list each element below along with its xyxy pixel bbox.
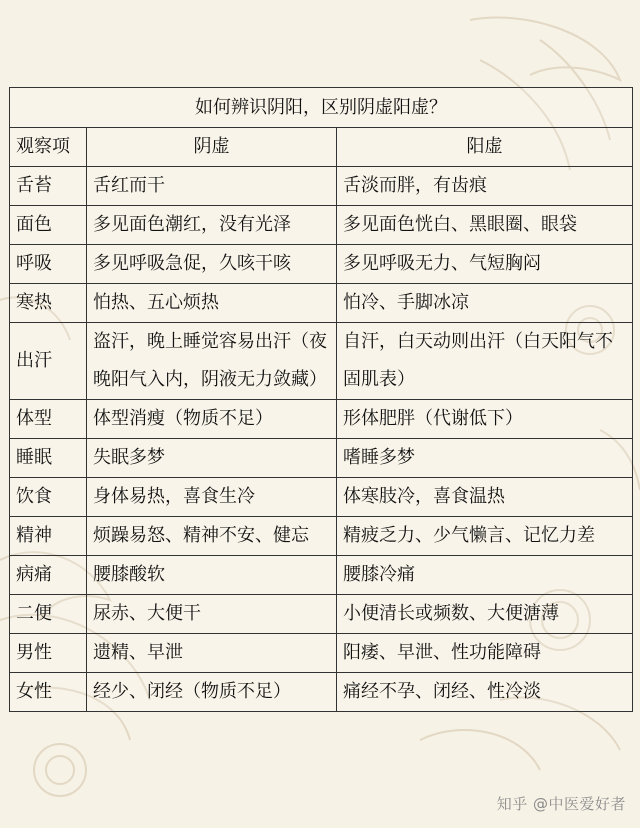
row-item: 精神 (10, 517, 87, 556)
row-yang: 痛经不孕、闭经、性冷淡 (337, 673, 633, 712)
row-yang: 嗜睡多梦 (337, 439, 633, 478)
row-item: 女性 (10, 673, 87, 712)
row-item: 饮食 (10, 478, 87, 517)
row-item: 出汗 (10, 323, 87, 400)
row-yang: 怕冷、手脚冰凉 (337, 284, 633, 323)
table-row (10, 284, 633, 323)
row-yin: 身体易热，喜食生冷 (87, 478, 337, 517)
row-yang: 腰膝冷痛 (337, 556, 633, 595)
row-item: 睡眠 (10, 439, 87, 478)
row-item: 舌苔 (10, 167, 87, 206)
row-yin: 经少、闭经（物质不足） (87, 673, 337, 712)
row-yin: 体型消瘦（物质不足） (87, 400, 337, 439)
table-header-row (10, 128, 633, 167)
table-row (10, 439, 633, 478)
table-row (10, 245, 633, 284)
header-yin-deficiency: 阴虚 (87, 128, 337, 167)
row-yang: 自汗，白天动则出汗（白天阳气不固肌表） (337, 323, 633, 400)
table-title: 如何辨识阴阳，区别阴虚阳虚？ (10, 88, 633, 128)
table-row (10, 167, 633, 206)
row-yang: 多见呼吸无力、气短胸闷 (337, 245, 633, 284)
row-item: 二便 (10, 595, 87, 634)
row-yin: 舌红而干 (87, 167, 337, 206)
row-yin: 失眠多梦 (87, 439, 337, 478)
row-yang: 舌淡而胖，有齿痕 (337, 167, 633, 206)
row-yin: 怕热、五心烦热 (87, 284, 337, 323)
row-yin: 烦躁易怒、精神不安、健忘 (87, 517, 337, 556)
table-row (10, 673, 633, 712)
row-yin: 盗汗，晚上睡觉容易出汗（夜晚阳气入内，阴液无力敛藏） (87, 323, 337, 400)
table-row (10, 206, 633, 245)
row-yin: 尿赤、大便干 (87, 595, 337, 634)
row-yang: 体寒肢冷，喜食温热 (337, 478, 633, 517)
header-yang-deficiency: 阳虚 (337, 128, 633, 167)
row-yin: 多见呼吸急促，久咳干咳 (87, 245, 337, 284)
row-item: 寒热 (10, 284, 87, 323)
header-observation-item: 观察项 (10, 128, 87, 167)
row-item: 呼吸 (10, 245, 87, 284)
table-row (10, 478, 633, 517)
row-item: 男性 (10, 634, 87, 673)
row-yin: 腰膝酸软 (87, 556, 337, 595)
table-row (10, 517, 633, 556)
table-row (10, 556, 633, 595)
row-yang: 精疲乏力、少气懒言、记忆力差 (337, 517, 633, 556)
table-row (10, 400, 633, 439)
source-watermark: 知乎 @中医爱好者 (496, 795, 626, 813)
row-yin: 遗精、早泄 (87, 634, 337, 673)
table-row (10, 323, 633, 400)
row-yang: 多见面色恍白、黑眼圈、眼袋 (337, 206, 633, 245)
row-yin: 多见面色潮红，没有光泽 (87, 206, 337, 245)
row-yang: 阳痿、早泄、性功能障碍 (337, 634, 633, 673)
row-item: 面色 (10, 206, 87, 245)
row-yang: 小便清长或频数、大便溏薄 (337, 595, 633, 634)
row-item: 病痛 (10, 556, 87, 595)
table-row (10, 634, 633, 673)
table-row (10, 595, 633, 634)
row-item: 体型 (10, 400, 87, 439)
yin-yang-comparison-table (9, 87, 633, 712)
row-yang: 形体肥胖（代谢低下） (337, 400, 633, 439)
table-title-row (10, 88, 633, 128)
